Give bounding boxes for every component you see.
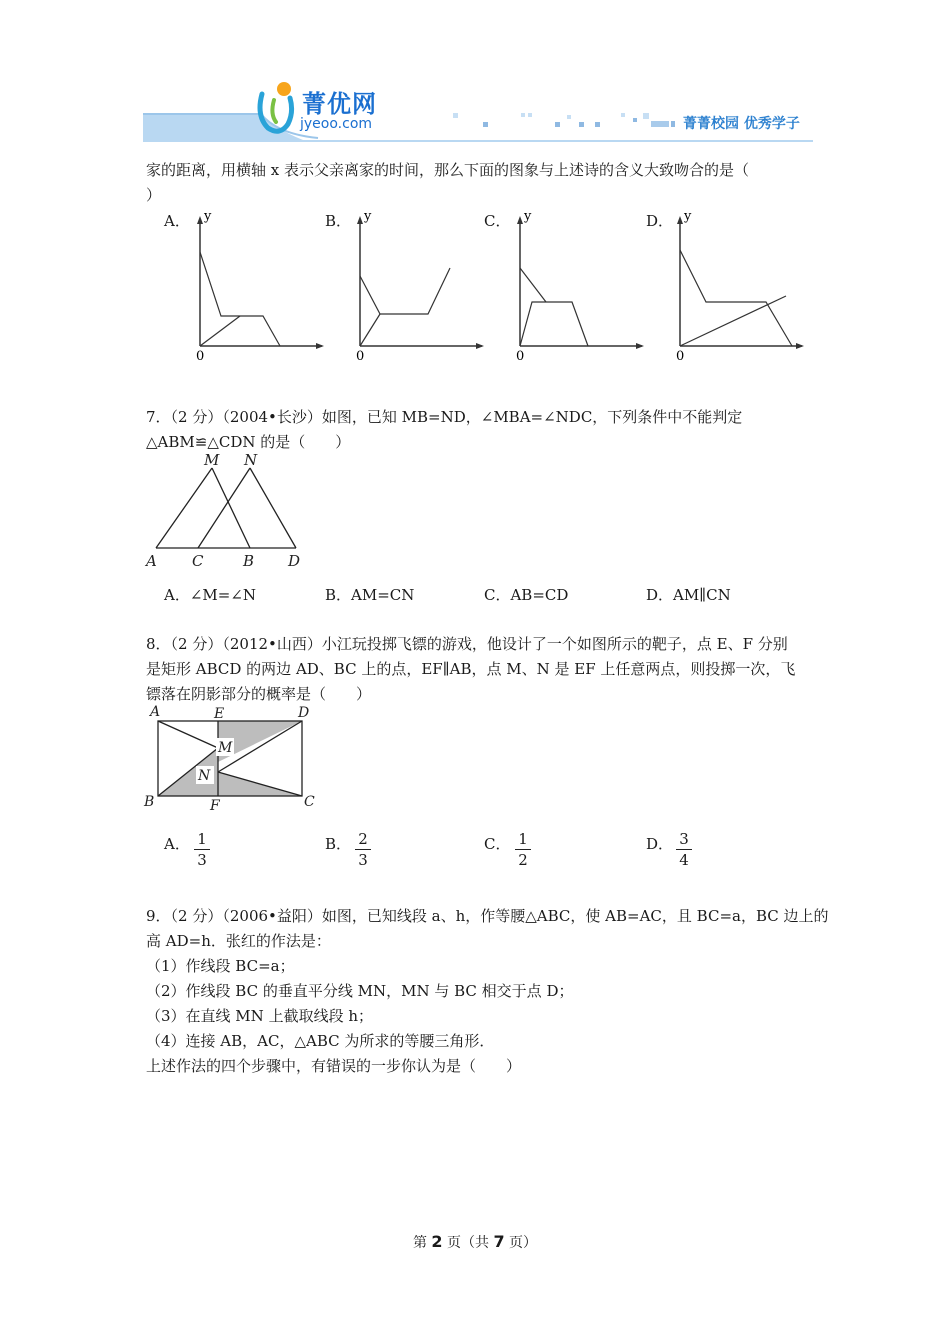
q9-step-1: （1）作线段 BC=a；	[146, 957, 295, 975]
label-c: C	[192, 552, 204, 570]
q8-text-line3: 镖落在阴影部分的概率是（ ）	[146, 685, 372, 703]
q8-text-line1: 8．（2 分）（2012•山西）小江玩投掷飞镖的游戏，他设计了一个如图所示的靶子，点 E、F 分别	[146, 635, 788, 653]
q8-option-a-letter: A．	[164, 835, 190, 853]
label-m: M	[218, 740, 233, 756]
q6-option-c: C．	[484, 212, 511, 230]
label-b: B	[243, 552, 255, 570]
q9-question: 上述作法的四个步骤中，有错误的一步你认为是（ ）	[146, 1057, 522, 1075]
q9-step-4: （4）连接 AB，AC，△ABC 为所求的等腰三角形．	[146, 1032, 495, 1050]
svg-text:y: y	[364, 209, 372, 224]
q8-option-d-letter: D．	[646, 835, 674, 853]
svg-text:y: y	[524, 209, 532, 224]
logo-name: 菁优网	[302, 90, 377, 118]
svg-text:0: 0	[516, 349, 525, 364]
q6-graph-c	[510, 204, 650, 366]
q7-figure	[140, 452, 310, 572]
label-e: E	[214, 706, 225, 722]
svg-text:0: 0	[356, 349, 365, 364]
label-b: B	[144, 794, 155, 810]
q6-option-a: A．	[164, 212, 190, 230]
current-page: 2	[431, 1232, 443, 1251]
label-a: A	[146, 552, 157, 570]
q8-option-a-fraction: 1 3	[194, 830, 210, 869]
q8-option-b-letter: B．	[325, 835, 352, 853]
q6-text-line2: ）	[146, 186, 162, 204]
q8-option-d-fraction: 3 4	[676, 830, 692, 869]
logo-icon	[254, 80, 300, 136]
label-n: N	[198, 768, 211, 784]
q7-option-d: D．AM∥CN	[646, 586, 731, 604]
q9-text-line1: 9．（2 分）（2006•益阳）如图，已知线段 a、h，作等腰△ABC，使 AB=AC，且 BC=a，BC 边上的	[146, 907, 829, 925]
q6-option-d: D．	[646, 212, 674, 230]
q8-figure	[140, 702, 330, 814]
label-a: A	[150, 704, 161, 720]
q7-option-a: A．∠M=∠N	[164, 586, 257, 604]
q6-graph-a	[190, 204, 330, 366]
q8-option-c-letter: C．	[484, 835, 511, 853]
q9-step-3: （3）在直线 MN 上截取线段 h；	[146, 1007, 373, 1025]
q8-option-b-fraction: 2 3	[355, 830, 371, 869]
label-d: D	[298, 705, 310, 721]
q9-text-line2: 高 AD=h．张红的作法是：	[146, 932, 331, 950]
q6-text-line1: 家的距离，用横轴 x 表示父亲离家的时间，那么下面的图象与上述诗的含义大致吻合的是（	[146, 161, 749, 179]
svg-text:y: y	[684, 209, 692, 224]
total-pages: 7	[493, 1232, 505, 1251]
header-slogan: 菁菁校园 优秀学子	[683, 116, 800, 132]
q7-text-line1: 7．（2 分）（2004•长沙）如图，已知 MB=ND，∠MBA=∠NDC，下列条件中不能判定	[146, 408, 743, 426]
svg-text:0: 0	[196, 349, 205, 364]
svg-text:0: 0	[676, 349, 685, 364]
svg-text:y: y	[204, 209, 212, 224]
q7-text-line2: △ABM≌△CDN 的是（ ）	[146, 433, 351, 451]
page-footer: 第 2 页（共 7 页）	[412, 1232, 538, 1251]
label-c: C	[304, 794, 315, 810]
label-d: D	[288, 552, 301, 570]
logo-domain: jyeoo.com	[300, 116, 373, 132]
q7-option-c: C．AB=CD	[484, 586, 569, 604]
q7-option-b: B．AM=CN	[325, 586, 415, 604]
q6-graph-d	[670, 204, 810, 366]
q8-option-c-fraction: 1 2	[515, 830, 531, 869]
label-f: F	[210, 798, 220, 814]
q9-step-2: （2）作线段 BC 的垂直平分线 MN，MN 与 BC 相交于点 D；	[146, 982, 574, 1000]
label-m: M	[204, 452, 220, 469]
q6-graph-b	[350, 204, 490, 366]
label-n: N	[244, 452, 258, 469]
q8-text-line2: 是矩形 ABCD 的两边 AD、BC 上的点，EF∥AB，点 M、N 是 EF 上任意两点，则投掷一次，飞	[146, 660, 796, 678]
q6-option-b: B．	[325, 212, 352, 230]
